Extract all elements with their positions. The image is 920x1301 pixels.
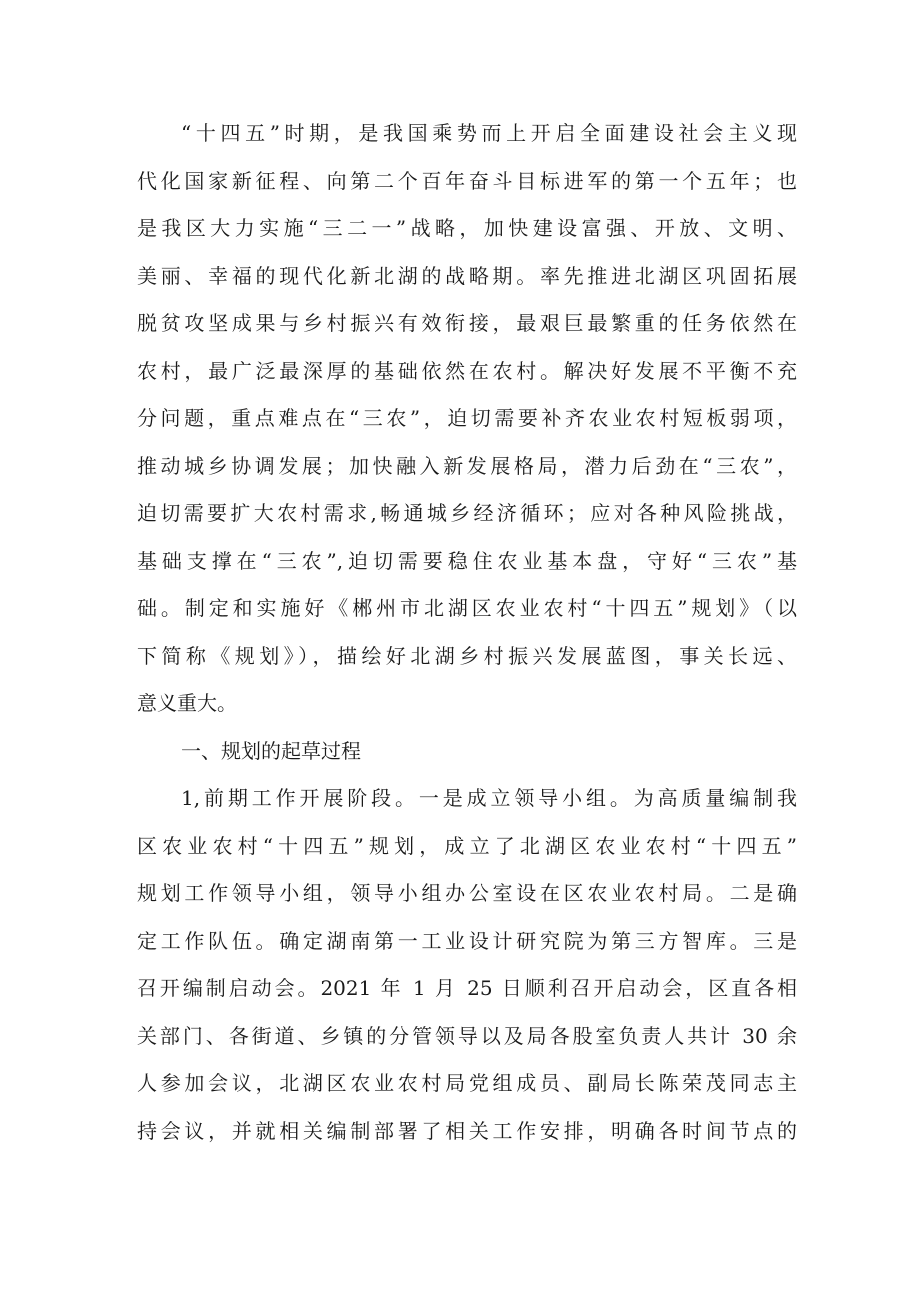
text-line: 农村，最广泛最深厚的基础依然在农村。解决好发展不平衡不充 (137, 358, 797, 383)
text-line: 分问题，重点难点在“三农”，迫切需要补齐农业农村短板弱项， (137, 406, 797, 430)
text-line: 召开编制启动会。2021 年 1 月 25 日顺利召开启动会，区直各相 (137, 976, 797, 1000)
text-line: 迫切需要扩大农村需求,畅通城乡经济循环；应对各种风险挑战， (137, 501, 797, 525)
text-line: 关部门、各街道、乡镇的分管领导以及局各股室负责人共计 30 余 (137, 1023, 797, 1048)
text-line: “十四五”时期，是我国乘势而上开启全面建设社会主义现 (181, 121, 797, 145)
text-line: 推动城乡协调发展；加快融入新发展格局，潜力后劲在“三农”， (137, 453, 797, 478)
text-line: 下简称《规划》），描绘好北湖乡村振兴发展蓝图，事关长远、 (137, 643, 797, 668)
section-heading: 一、规划的起草过程 (181, 738, 361, 763)
text-line: 是我区大力实施“三二一”战略，加快建设富强、开放、文明、 (137, 216, 797, 240)
paragraph-intro (137, 110, 797, 728)
text-line: 持会议，并就相关编制部署了相关工作安排，明确各时间节点的 (137, 1118, 797, 1143)
text-line: 规划工作领导小组，领导小组办公室设在区农业农村局。二是确 (137, 881, 797, 905)
paragraph-drafting-process (137, 775, 797, 1155)
text-line: 定工作队伍。确定湖南第一工业设计研究院为第三方智库。三是 (137, 928, 797, 953)
text-line: 基础支撑在“三农”,迫切需要稳住农业基本盘，守好“三农”基 (137, 548, 797, 573)
text-line: 区农业农村“十四五”规划，成立了北湖区农业农村“十四五” (137, 833, 797, 858)
document-body (137, 110, 797, 1155)
text-line: 脱贫攻坚成果与乡村振兴有效衔接，最艰巨最繁重的任务依然在 (137, 311, 797, 335)
text-line: 意义重大。 (137, 691, 237, 715)
text-line: 1,前期工作开展阶段。一是成立领导小组。为高质量编制我 (181, 786, 797, 810)
text-line: 代化国家新征程、向第二个百年奋斗目标进军的第一个五年；也 (137, 168, 797, 193)
text-line: 美丽、幸福的现代化新北湖的战略期。率先推进北湖区巩固拓展 (137, 263, 797, 288)
text-line: 人参加会议，北湖区农业农村局党组成员、副局长陈荣茂同志主 (137, 1071, 797, 1095)
text-line: 础。制定和实施好《郴州市北湖区农业农村“十四五”规划》（以 (137, 596, 797, 620)
